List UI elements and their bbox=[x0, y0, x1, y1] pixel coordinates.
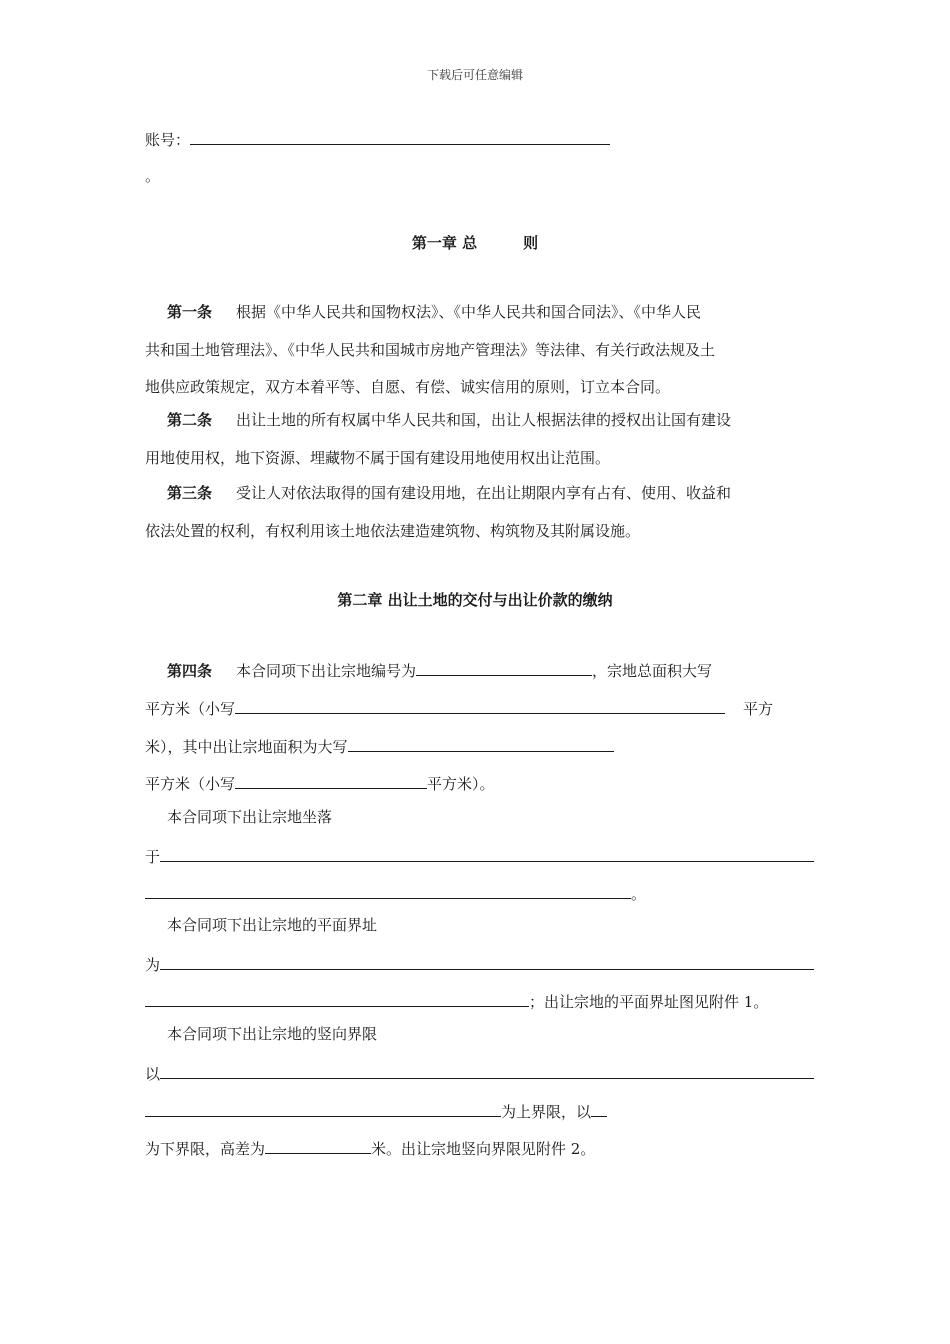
vertical-line-2 bbox=[145, 1100, 607, 1122]
article-4-line-3 bbox=[145, 735, 614, 757]
account-blank bbox=[190, 128, 610, 145]
article-1-text-1: 根据《中华人民共和国物权法》、《中华人民共和国合同法》、《中华人民 bbox=[236, 303, 702, 321]
article-4-text-1b: ，宗地总面积大写 bbox=[592, 662, 713, 680]
chapter-1-title-b: 则 bbox=[523, 234, 539, 252]
article-1-label: 第一条 bbox=[167, 303, 213, 321]
vertical-blank-1 bbox=[160, 1062, 814, 1079]
vertical-line-1 bbox=[145, 1062, 814, 1084]
total-area-lower-blank bbox=[235, 697, 725, 714]
article-2-line-1 bbox=[167, 410, 731, 430]
article-2-label: 第二条 bbox=[167, 411, 213, 429]
article-2-text-1: 出让土地的所有权属中华人民共和国，出让人根据法律的授权出让国有建设 bbox=[236, 411, 732, 429]
article-2-line-2: 用地使用权，地下资源、埋藏物不属于国有建设用地使用权出让范围。 bbox=[145, 449, 611, 467]
article-4-text-3a: 米），其中出让宗地面积为大写 bbox=[145, 738, 348, 756]
vertical-text-4a: 为下界限，高差为 bbox=[145, 1140, 266, 1158]
parcel-area-upper-blank bbox=[348, 735, 614, 752]
boundary-blank-1 bbox=[160, 953, 814, 970]
vertical-mid: 为上界限，以 bbox=[501, 1103, 592, 1121]
vertical-intro: 本合同项下出让宗地的竖向界限 bbox=[167, 1025, 378, 1043]
boundary-blank-2 bbox=[145, 990, 529, 1007]
article-1-line-1 bbox=[167, 302, 701, 322]
boundary-line-1 bbox=[145, 953, 814, 975]
location-line-2 bbox=[145, 882, 646, 904]
boundary-end: ；出让宗地的平面界址图见附件 1。 bbox=[529, 993, 769, 1011]
vertical-blank-3 bbox=[591, 1100, 607, 1117]
parcel-area-lower-blank bbox=[235, 772, 427, 789]
article-4-text-1a: 本合同项下出让宗地编号为 bbox=[236, 662, 417, 680]
location-blank-1 bbox=[160, 845, 814, 862]
article-4-line-4 bbox=[145, 772, 495, 794]
boundary-line-2 bbox=[145, 990, 768, 1012]
account-line bbox=[145, 128, 610, 150]
article-3-line-2: 依法处置的权利，有权利用该土地依法建造建筑物、构筑物及其附属设施。 bbox=[145, 522, 641, 540]
article-3-text-1: 受让人对依法取得的国有建设用地，在出让期限内享有占有、使用、收益和 bbox=[236, 484, 732, 502]
article-4-text-2a: 平方米（小写 bbox=[145, 700, 236, 718]
vertical-prefix: 以 bbox=[145, 1065, 161, 1083]
location-prefix: 于 bbox=[145, 848, 161, 866]
parcel-number-blank bbox=[416, 659, 592, 676]
height-diff-blank bbox=[265, 1137, 371, 1154]
location-line-1 bbox=[145, 845, 814, 867]
location-blank-2 bbox=[145, 882, 631, 899]
article-4-text-2b: 平方 bbox=[743, 700, 774, 718]
article-4-line-1 bbox=[167, 659, 712, 681]
chapter-2-title: 第二章 出让土地的交付与出让价款的缴纳 bbox=[337, 591, 613, 609]
vertical-text-4b: 米。出让宗地竖向界限见附件 2。 bbox=[371, 1140, 596, 1158]
article-4-line-2 bbox=[145, 697, 773, 719]
vertical-blank-2 bbox=[145, 1100, 501, 1117]
chapter-1-title-a: 第一章 总 bbox=[411, 234, 478, 252]
vertical-line-3 bbox=[145, 1137, 595, 1159]
location-intro: 本合同项下出让宗地坐落 bbox=[167, 808, 333, 826]
account-end: 。 bbox=[145, 167, 161, 185]
article-1-line-2: 共和国土地管理法》、《中华人民共和国城市房地产管理法》等法律、有关行政法规及土 bbox=[145, 341, 716, 359]
account-label: 账号： bbox=[145, 131, 191, 149]
boundary-prefix: 为 bbox=[145, 956, 161, 974]
article-3-label: 第三条 bbox=[167, 484, 213, 502]
article-4-text-4b: 平方米）。 bbox=[427, 775, 495, 793]
boundary-intro: 本合同项下出让宗地的平面界址 bbox=[167, 916, 378, 934]
article-4-label: 第四条 bbox=[167, 662, 213, 680]
article-1-line-3: 地供应政策规定，双方本着平等、自愿、有偿、诚实信用的原则，订立本合同。 bbox=[145, 378, 671, 396]
location-end: 。 bbox=[631, 885, 647, 903]
chapter-1-title bbox=[0, 233, 950, 253]
page-header: 下载后可任意编辑 bbox=[426, 68, 523, 82]
article-4-text-4a: 平方米（小写 bbox=[145, 775, 236, 793]
article-3-line-1 bbox=[167, 483, 731, 503]
